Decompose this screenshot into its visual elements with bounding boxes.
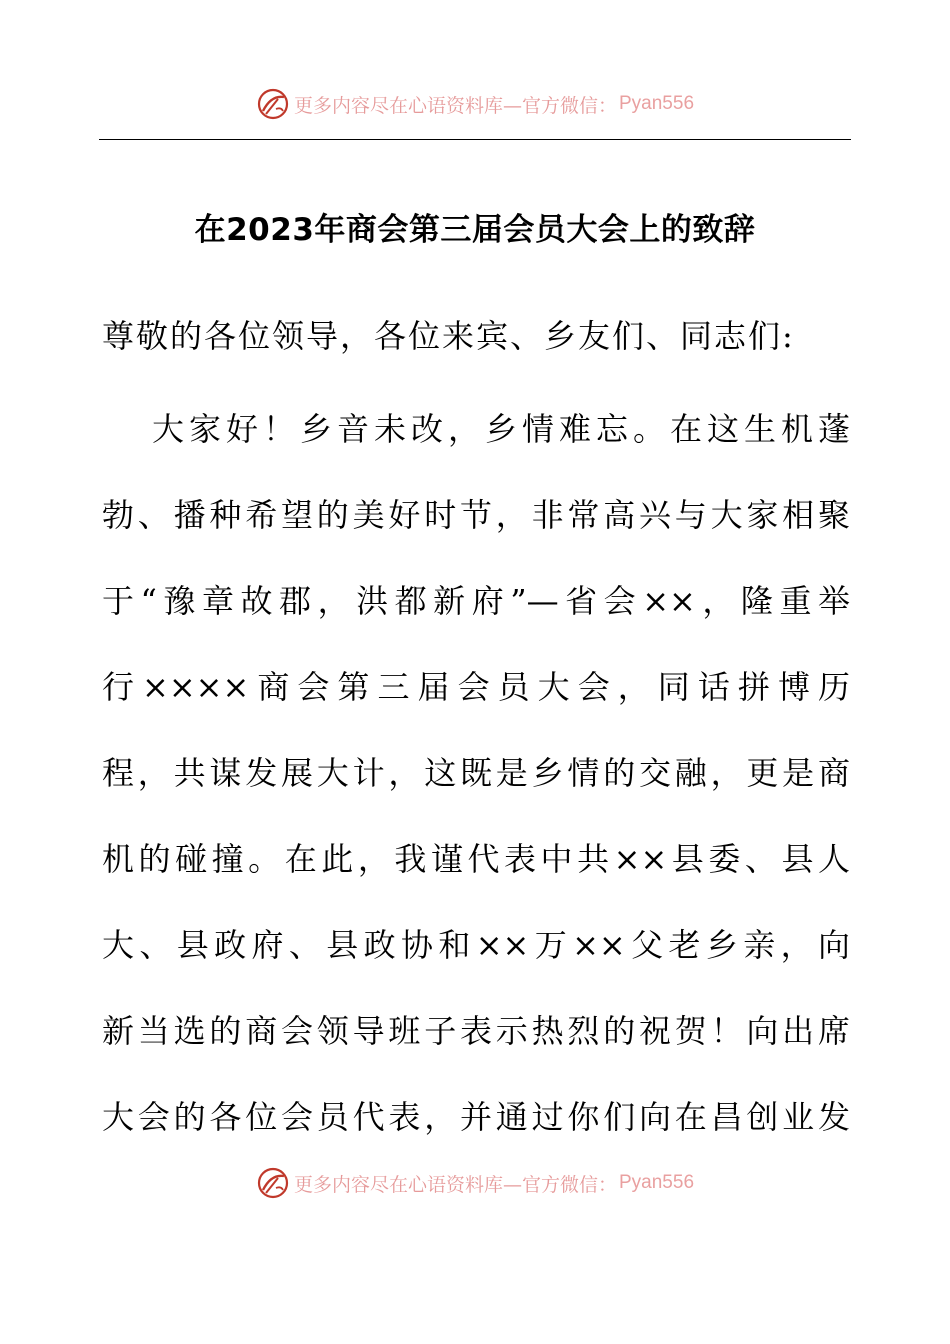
salutation: 尊敬的各位领导，各位来宾、乡友们、同志们: bbox=[102, 317, 795, 355]
brand-text: 更多内容尽在心语资料库—官方微信： bbox=[293, 94, 617, 117]
body-line: 勃、播种希望的美好时节，非常高兴与大家相聚 bbox=[102, 496, 850, 534]
footer-brand bbox=[0, 1163, 950, 1203]
body-line: 于“豫章故郡，洪都新府”—省会××，隆重举 bbox=[102, 582, 850, 620]
body-line: 行××××商会第三届会员大会，同话拼博历 bbox=[102, 668, 850, 706]
body-line: 大家好！乡音未改，乡情难忘。在这生机蓬 bbox=[152, 410, 850, 448]
body-line: 程，共谋发展大计，这既是乡情的交融，更是商 bbox=[102, 754, 850, 792]
brand-wechat-id: Pyan556 bbox=[619, 1172, 695, 1193]
header-divider bbox=[99, 139, 851, 140]
body-line: 机的碰撞。在此，我谨代表中共××县委、县人 bbox=[102, 840, 850, 878]
document-title: 在2023年商会第三届会员大会上的致辞 bbox=[194, 212, 756, 248]
brand-logo-icon bbox=[256, 1166, 290, 1200]
brand-text: 更多内容尽在心语资料库—官方微信： bbox=[293, 1173, 617, 1196]
header-brand bbox=[0, 84, 950, 124]
brand-wechat-id: Pyan556 bbox=[619, 93, 695, 114]
body-line: 大会的各位会员代表，并通过你们向在昌创业发 bbox=[102, 1098, 850, 1136]
brand-logo-icon bbox=[256, 87, 290, 121]
body-line: 新当选的商会领导班子表示热烈的祝贺！向出席 bbox=[102, 1012, 850, 1050]
body-line: 大、县政府、县政协和××万××父老乡亲，向 bbox=[102, 926, 850, 964]
